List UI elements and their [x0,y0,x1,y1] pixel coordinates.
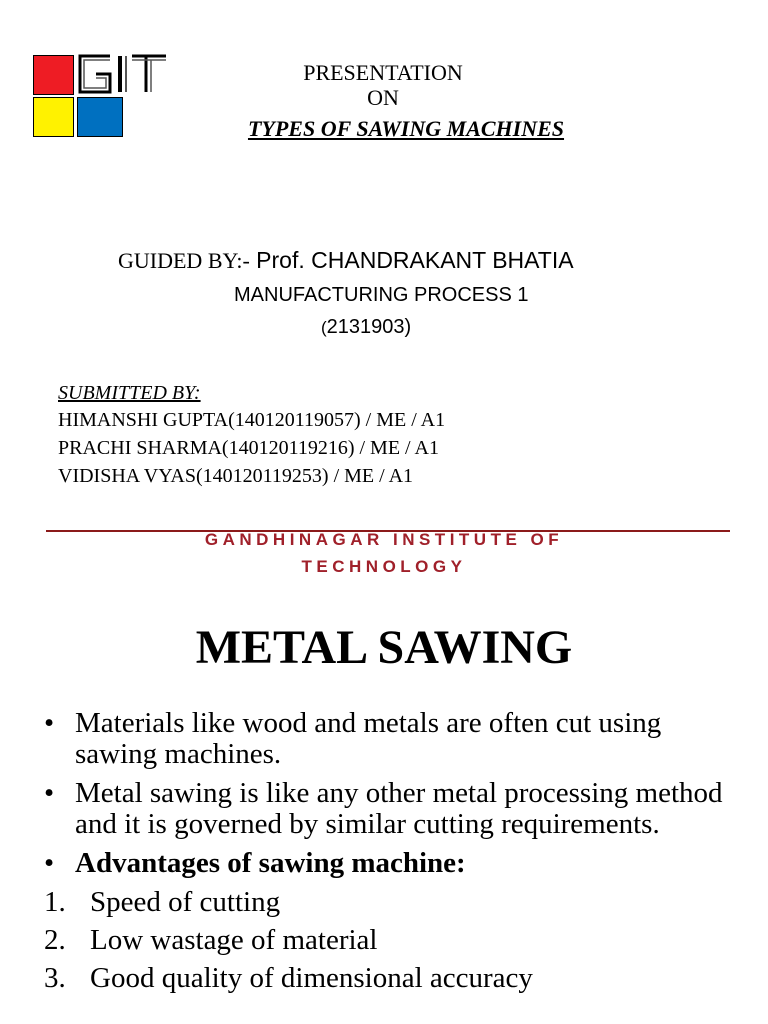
numbered-item [44,925,744,956]
bullet-list [44,708,744,1001]
logo-git-letters [76,52,168,96]
logo-red-square [33,55,74,95]
student-1: HIMANSHI GUPTA(140120119057) / ME / A1 [58,409,446,431]
numbered-item [44,963,744,994]
bullet-item [44,778,744,840]
git-logo [30,50,170,142]
item-text: Good quality of dimensional accuracy [90,962,533,994]
presentation-label: PRESENTATION [303,60,463,85]
subject-code-paren: ( [321,318,327,337]
slide-heading: METAL SAWING [195,621,573,674]
bullet-text: Metal sawing is like any other metal processing method and it is governed by similar cutting requirements. [75,777,723,840]
subject-code [321,314,411,341]
submitted-by-label: SUBMITTED BY: [58,382,201,404]
subject-code-value: 2131903) [326,316,412,338]
on-label: ON [367,85,399,110]
subject-name: MANUFACTURING PROCESS 1 [234,284,529,306]
item-text: Low wastage of material [90,924,378,956]
bullet-item [44,848,744,879]
institute-line-2: TECHNOLOGY [301,557,467,576]
numbered-item [44,887,744,918]
institute-name [150,526,618,580]
student-3: VIDISHA VYAS(140120119253) / ME / A1 [58,465,414,487]
item-number: 1. [44,886,66,918]
guide-name: Prof. CHANDRAKANT BHATIA [249,247,574,273]
presentation-title: TYPES OF SAWING MACHINES [247,116,565,141]
bullet-mark: • [44,777,55,809]
guided-by-label: GUIDED BY:- [118,248,250,273]
student-2: PRACHI SHARMA(140120119216) / ME / A1 [58,437,439,459]
bullet-text: Materials like wood and metals are often cut using sawing machines. [75,707,662,770]
item-number: 2. [44,924,66,956]
institute-line-1: GANDHINAGAR INSTITUTE OF [204,530,564,549]
item-text: Speed of cutting [90,886,281,918]
item-number: 3. [44,962,66,994]
bullet-mark: • [44,847,55,879]
logo-blue-square [77,97,123,137]
advantages-heading: Advantages of sawing machine: [75,847,466,879]
bullet-item [44,708,744,770]
logo-yellow-square [33,97,74,137]
bullet-mark: • [44,707,55,739]
guided-by-line [118,246,574,275]
